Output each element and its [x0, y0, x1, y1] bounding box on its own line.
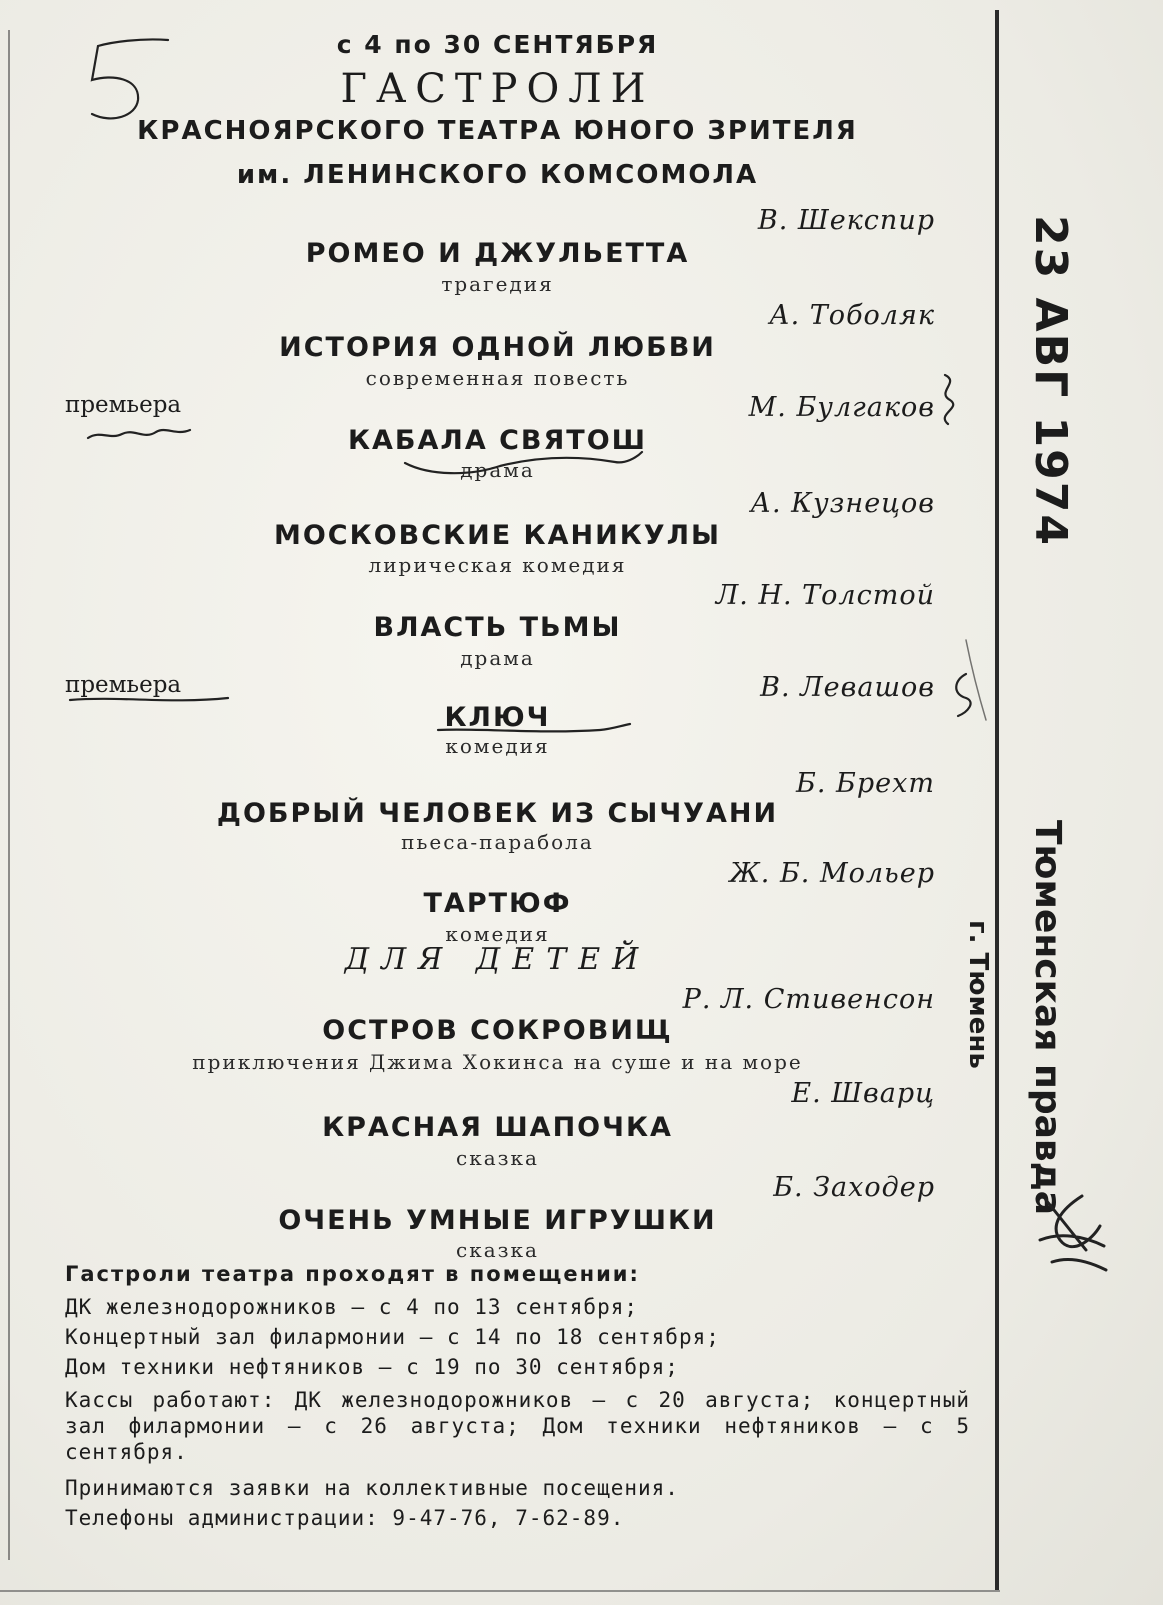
box-office-info: Кассы работают: ДК железнодорожников — с 20 августа; концертный зал филармонии — с 26 августа; Дом техники нефтяников — с 5 сентября. — [65, 1388, 970, 1464]
play-genre: лирическая комедия — [368, 553, 627, 577]
play-author: А. Кузнецов — [750, 488, 935, 519]
venues-heading: Гастроли театра проходят в помещении: — [65, 1262, 640, 1286]
theatre-dedication: им. ЛЕНИНСКОГО КОМСОМОЛА — [236, 160, 759, 190]
tour-heading: ГАСТРОЛИ — [340, 66, 655, 112]
play-title: ОЧЕНЬ УМНЫЕ ИГРУШКИ — [278, 1205, 717, 1236]
play-genre: пьеса-парабола — [401, 830, 594, 854]
play-title: КРАСНАЯ ШАПОЧКА — [322, 1112, 673, 1143]
play-author: Р. Л. Стивенсон — [682, 984, 935, 1015]
venue-line: Дом техники нефтяников — с 19 по 30 сентября; — [65, 1355, 679, 1379]
admin-phones: Телефоны администрации: 9-47-76, 7-62-89. — [65, 1506, 625, 1530]
play-title: МОСКОВСКИЕ КАНИКУЛЫ — [273, 520, 721, 551]
play-author: В. Левашов — [760, 672, 935, 703]
play-author: Б. Брехт — [796, 768, 935, 799]
archive-stamps — [963, 0, 1155, 1605]
play-genre: комедия — [445, 922, 550, 946]
play-author: М. Булгаков — [748, 392, 935, 423]
play-author: А. Тоболяк — [769, 300, 935, 331]
play-title: ВЛАСТЬ ТЬМЫ — [373, 612, 622, 643]
play-title: КЛЮЧ — [444, 702, 551, 733]
bottom-border-line — [0, 1590, 1000, 1592]
group-requests: Принимаются заявки на коллективные посещения. — [65, 1476, 679, 1500]
newspaper-stamp: Тюменская правда — [1027, 820, 1068, 1216]
column-divider-line — [995, 10, 999, 1590]
play-author: В. Шекспир — [757, 205, 935, 236]
play-title: ИСТОРИЯ ОДНОЙ ЛЮБВИ — [279, 332, 716, 363]
play-genre: современная повесть — [365, 366, 630, 390]
venue-line: ДК железнодорожников — с 4 по 13 сентября; — [65, 1295, 639, 1319]
play-genre: трагедия — [441, 272, 554, 296]
premiere-note: премьера — [65, 672, 182, 698]
play-title: РОМЕО И ДЖУЛЬЕТТА — [305, 238, 690, 269]
kids-heading: ДЛЯ ДЕТЕЙ — [344, 942, 651, 977]
play-genre: приключения Джима Хокинса на суше и на море — [192, 1050, 803, 1074]
play-author: Л. Н. Толстой — [715, 580, 935, 611]
play-title: КАБАЛА СВЯТОШ — [347, 425, 648, 456]
play-genre: комедия — [445, 734, 550, 758]
theatre-name: КРАСНОЯРСКОГО ТЕАТРА ЮНОГО ЗРИТЕЛЯ — [137, 116, 858, 146]
play-author: Е. Шварц — [791, 1078, 935, 1109]
city-stamp: г. Тюмень — [963, 920, 993, 1069]
play-genre: сказка — [456, 1238, 539, 1262]
tour-dates: с 4 по 30 СЕНТЯБРЯ — [336, 30, 659, 59]
play-genre: сказка — [456, 1146, 539, 1170]
play-author: Б. Заходер — [773, 1172, 935, 1203]
play-title: ДОБРЫЙ ЧЕЛОВЕК ИЗ СЫЧУАНИ — [216, 798, 779, 829]
left-border-line — [8, 30, 10, 1560]
play-title: ОСТРОВ СОКРОВИЩ — [322, 1015, 673, 1046]
date-stamp: 23 АВГ 1974 — [1025, 215, 1076, 547]
play-author: Ж. Б. Мольер — [729, 858, 935, 889]
play-genre: драма — [460, 458, 535, 482]
play-genre: драма — [460, 646, 535, 670]
venue-line: Концертный зал филармонии — с 14 по 18 сентября; — [65, 1325, 720, 1349]
play-title: ТАРТЮФ — [423, 888, 572, 919]
premiere-note: премьера — [65, 392, 182, 418]
